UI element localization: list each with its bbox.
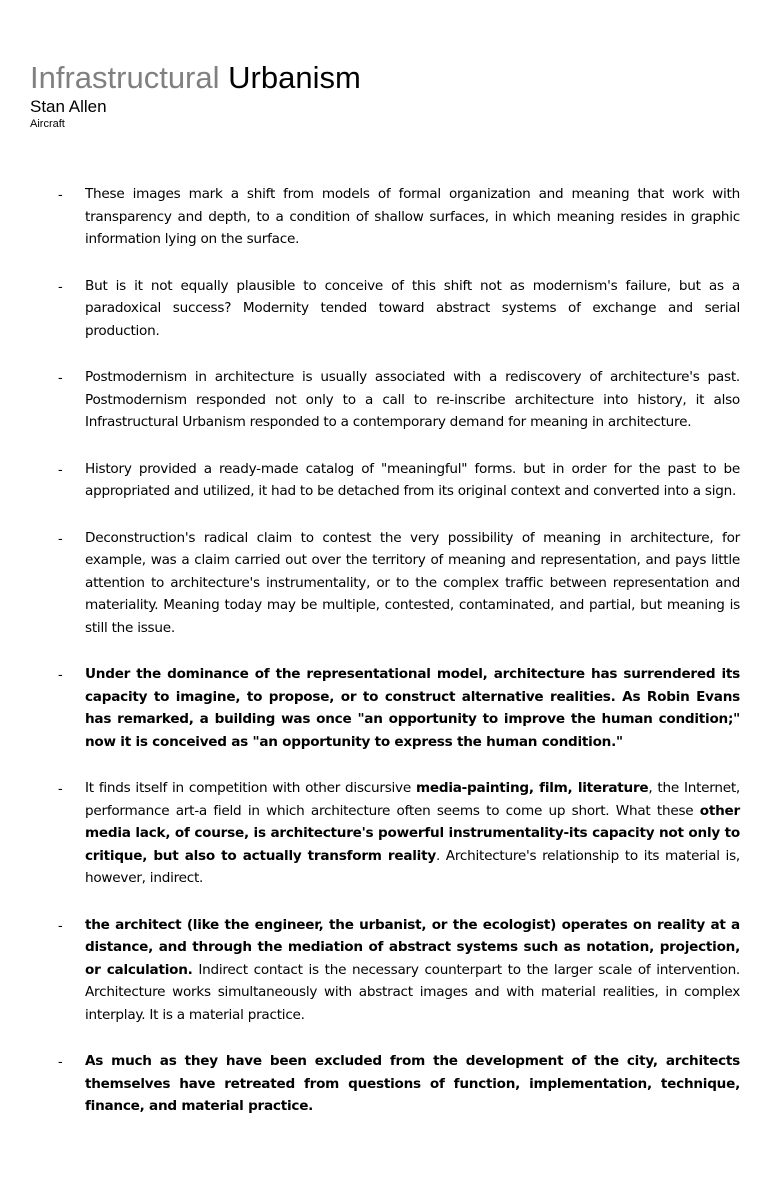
text-segment: Indirect contact is the necessary counterpart to the larger scale of intervention. Architecture works simultaneously with abstract images and with material realities, in complex interplay. It is a material practice. bbox=[85, 961, 741, 1023]
bullet-marker: - bbox=[58, 666, 63, 682]
bullet-item bbox=[0, 527, 772, 640]
bullet-marker: - bbox=[58, 460, 63, 477]
text-segment: Deconstruction's radical claim to contest the very possibility of meaning in architecture, for example, was a claim carried out over the territory of meaning and representation, and pays little attention to architecture's instrumentality, or to the complex traffic between representation and materiality. Meaning today may be multiple, contested, contaminated, and partial, but meaning is still the issue. bbox=[85, 529, 740, 636]
bullet-text bbox=[85, 777, 740, 890]
bullet-text bbox=[85, 458, 740, 503]
bold-text-segment: media-painting, film, literature bbox=[415, 780, 649, 796]
author-name: Stan Allen bbox=[30, 97, 107, 116]
bullet-marker: - bbox=[58, 369, 63, 385]
text-segment: But is it not equally plausible to conceive of this shift not as modernism's failure, but as a paradoxical success? Modernity tended toward abstract systems of exchange and serial production. bbox=[85, 277, 740, 339]
bullet-text bbox=[85, 1050, 740, 1118]
bullet-marker: - bbox=[58, 277, 63, 294]
bullet-marker: - bbox=[58, 916, 63, 933]
document-title bbox=[30, 60, 361, 96]
bullet-marker: - bbox=[58, 186, 63, 202]
bullet-text bbox=[85, 527, 740, 640]
bullet-list bbox=[0, 183, 772, 1142]
bold-text-segment: the architect (like the engineer, the urbanist, or the ecologist) operates on reality at a distance, and through the mediation of abstract systems such as notation, projection, or calculation. bbox=[85, 916, 740, 978]
text-segment: , the Internet, performance art-a field in which architecture often seems to come up short. What these bbox=[85, 780, 741, 819]
bullet-item bbox=[0, 777, 772, 890]
bullet-item bbox=[0, 663, 772, 753]
title-light-word: Infrastructural bbox=[30, 60, 220, 95]
bullet-marker: - bbox=[58, 780, 63, 796]
text-segment: History provided a ready-made catalog of "meaningful" forms. but in order for the past to be appropriated and utilized, it had to be detached from its original context and converted into a sign. bbox=[85, 460, 740, 499]
text-segment: These images mark a shift from models of formal organization and meaning that work with transparency and depth, to a condition of shallow surfaces, in which meaning resides in graphic information lying on the surface. bbox=[85, 186, 740, 247]
bullet-text bbox=[85, 183, 740, 251]
bullet-text bbox=[85, 914, 740, 1027]
bullet-item bbox=[0, 1050, 772, 1118]
bullet-item bbox=[0, 183, 772, 251]
document-subtitle: Aircraft bbox=[30, 118, 65, 130]
bullet-text bbox=[85, 663, 740, 753]
title-dark-word: Urbanism bbox=[228, 60, 361, 95]
bold-text-segment: other media lack, of course, is architecture's powerful instrumentality-its capacity not only to critique, but also to actually transform reality bbox=[85, 802, 740, 864]
bullet-marker: - bbox=[58, 1053, 63, 1069]
bold-text-segment: Under the dominance of the representational model, architecture has surrendered its capacity to imagine, to propose, or to construct alternative realities. As Robin Evans has remarked, a building was once "an opportunity to improve the human condition;" now it is conceived as "an opportunity to express the human condition." bbox=[85, 666, 740, 750]
bullet-marker: - bbox=[58, 529, 63, 546]
bullet-text bbox=[85, 366, 740, 434]
bullet-item bbox=[0, 275, 772, 343]
text-segment: Postmodernism in architecture is usually associated with a rediscovery of architecture's past. Postmodernism responded not only to a call to re-inscribe architecture into history, it also Infrastructural Urbanism responded to a contemporary demand for meaning in architecture. bbox=[85, 369, 740, 430]
bullet-text bbox=[85, 275, 740, 343]
bullet-item bbox=[0, 914, 772, 1027]
text-segment: It finds itself in competition with other discursive bbox=[85, 780, 416, 796]
text-segment: . Architecture's relationship to its material is, however, indirect. bbox=[85, 847, 740, 886]
bullet-item bbox=[0, 366, 772, 434]
bold-text-segment: As much as they have been excluded from the development of the city, architects themselves have retreated from questions of function, implementation, technique, finance, and material practice. bbox=[85, 1053, 740, 1114]
bullet-item bbox=[0, 458, 772, 503]
